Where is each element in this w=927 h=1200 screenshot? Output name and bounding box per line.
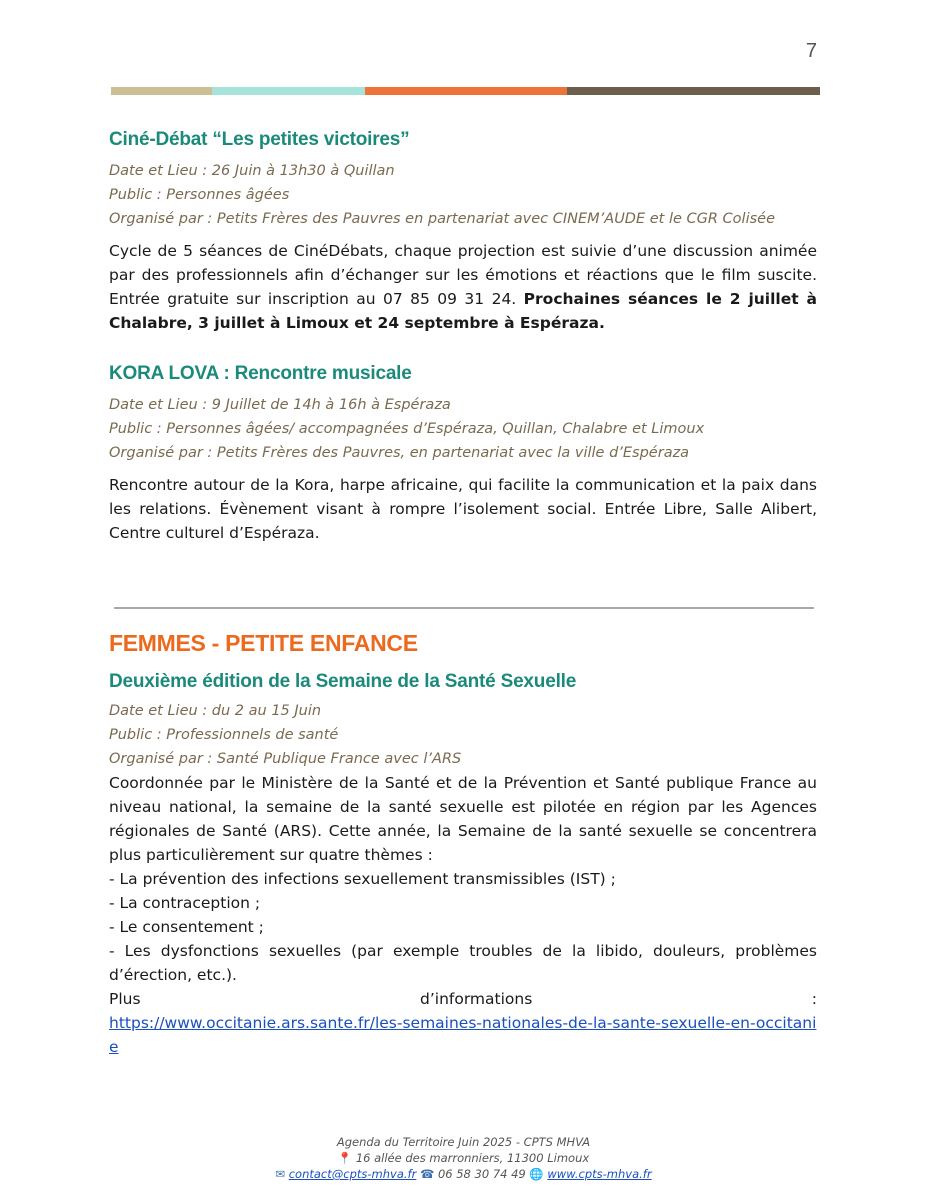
themes-list (109, 867, 817, 987)
section-heading: FEMMES - PETITE ENFANCE (109, 630, 418, 656)
event-cine-debat (109, 127, 817, 335)
event-description (109, 239, 817, 335)
footer-phone: 06 58 30 74 49 (437, 1167, 526, 1181)
event-date: Date et Lieu : 9 Juillet de 14h à 16h à Espéraza (109, 397, 451, 413)
section-femmes (109, 630, 817, 1059)
email-icon: ✉ (275, 1167, 286, 1181)
event-description-text: Cycle de 5 séances de CinéDébats, chaque projection est suivie d’une discussion animée par des professionnels afin d’échanger sur les émotions et réactions que le film suscite. Entrée gratuite sur inscription au 07 85 09 31 24. (109, 242, 817, 308)
footer-website-link[interactable]: www.cpts-mhva.fr (547, 1167, 652, 1181)
event-description-bold: Prochaines séances le 2 juillet à Chalabre, 3 juillet à Limoux et 24 septembre à Espéraza. (109, 290, 818, 332)
event-public: Public : Personnes âgées (109, 187, 290, 203)
color-bar-segment-4 (567, 87, 820, 95)
event-public: Public : Personnes âgées/ accompagnées d’Espéraza, Quillan, Chalabre et Limoux (109, 421, 705, 437)
color-bar-segment-2 (212, 87, 365, 95)
more-info-link[interactable]: https://www.occitanie.ars.sante.fr/les-semaines-nationales-de-la-sante-sexuelle-en-occitanie (109, 1014, 817, 1056)
event-organizer: Organisé par : Petits Frères des Pauvres en partenariat avec CINEM’AUDE et le CGR Colisée (109, 211, 776, 227)
event-date: Date et Lieu : du 2 au 15 Juin (109, 703, 322, 719)
event-title: Ciné-Débat “Les petites victoires” (109, 129, 410, 150)
globe-icon: 🌐 (529, 1167, 544, 1181)
event-organizer: Organisé par : Santé Publique France avec l’ARS (109, 751, 462, 767)
color-bar-segment-3 (365, 87, 567, 95)
footer-address-line (0, 1150, 927, 1166)
list-item: - La contraception ; (109, 894, 261, 912)
footer-address: 16 allée des marronniers, 11300 Limoux (355, 1151, 590, 1165)
events-upper (109, 127, 817, 545)
header-color-bar (111, 87, 820, 95)
phone-icon: ☎ (419, 1167, 435, 1181)
footer-email-link[interactable]: contact@cpts-mhva.fr (288, 1167, 417, 1181)
event-sante-sexuelle (109, 669, 817, 1059)
event-title: Deuxième édition de la Semaine de la Santé Sexuelle (109, 671, 577, 692)
event-kora-lova (109, 361, 817, 545)
more-info-line (109, 987, 817, 1011)
event-title: KORA LOVA : Rencontre musicale (109, 363, 412, 384)
list-item: - La prévention des infections sexuellement transmissibles (IST) ; (109, 870, 616, 888)
event-date: Date et Lieu : 26 Juin à 13h30 à Quillan (109, 163, 395, 179)
page-number: 7 (805, 40, 817, 62)
more-info-mid: d’informations (420, 990, 533, 1008)
more-info-left: Plus (109, 990, 141, 1008)
more-info-right: : (811, 990, 817, 1008)
footer-contact-line (0, 1166, 927, 1182)
event-description: Rencontre autour de la Kora, harpe africaine, qui facilite la communication et la paix dans les relations. Évènement visant à rompre l’isolement social. Entrée Libre, Salle Alibert, Centre culturel d’Espéraza. (109, 476, 817, 542)
footer-title: Agenda du Territoire Juin 2025 - CPTS MHVA (336, 1135, 591, 1149)
list-item: - Les dysfonctions sexuelles (par exemple troubles de la libido, douleurs, problèmes d’érection, etc.). (109, 942, 817, 984)
color-bar-segment-1 (111, 87, 212, 95)
list-item: - Le consentement ; (109, 918, 264, 936)
section-divider (114, 607, 814, 609)
event-organizer: Organisé par : Petits Frères des Pauvres, en partenariat avec la ville d’Espéraza (109, 445, 690, 461)
footer (0, 1134, 927, 1182)
event-description: Coordonnée par le Ministère de la Santé et de la Prévention et Santé publique France au niveau national, la semaine de la santé sexuelle est pilotée en région par les Agences régionales de Santé (ARS). Cette année, la Semaine de la santé sexuelle se concentrera plus particulièrement sur quatre thèmes : (109, 774, 817, 864)
event-public: Public : Professionnels de santé (109, 727, 339, 743)
pin-icon: 📍 (337, 1151, 353, 1165)
